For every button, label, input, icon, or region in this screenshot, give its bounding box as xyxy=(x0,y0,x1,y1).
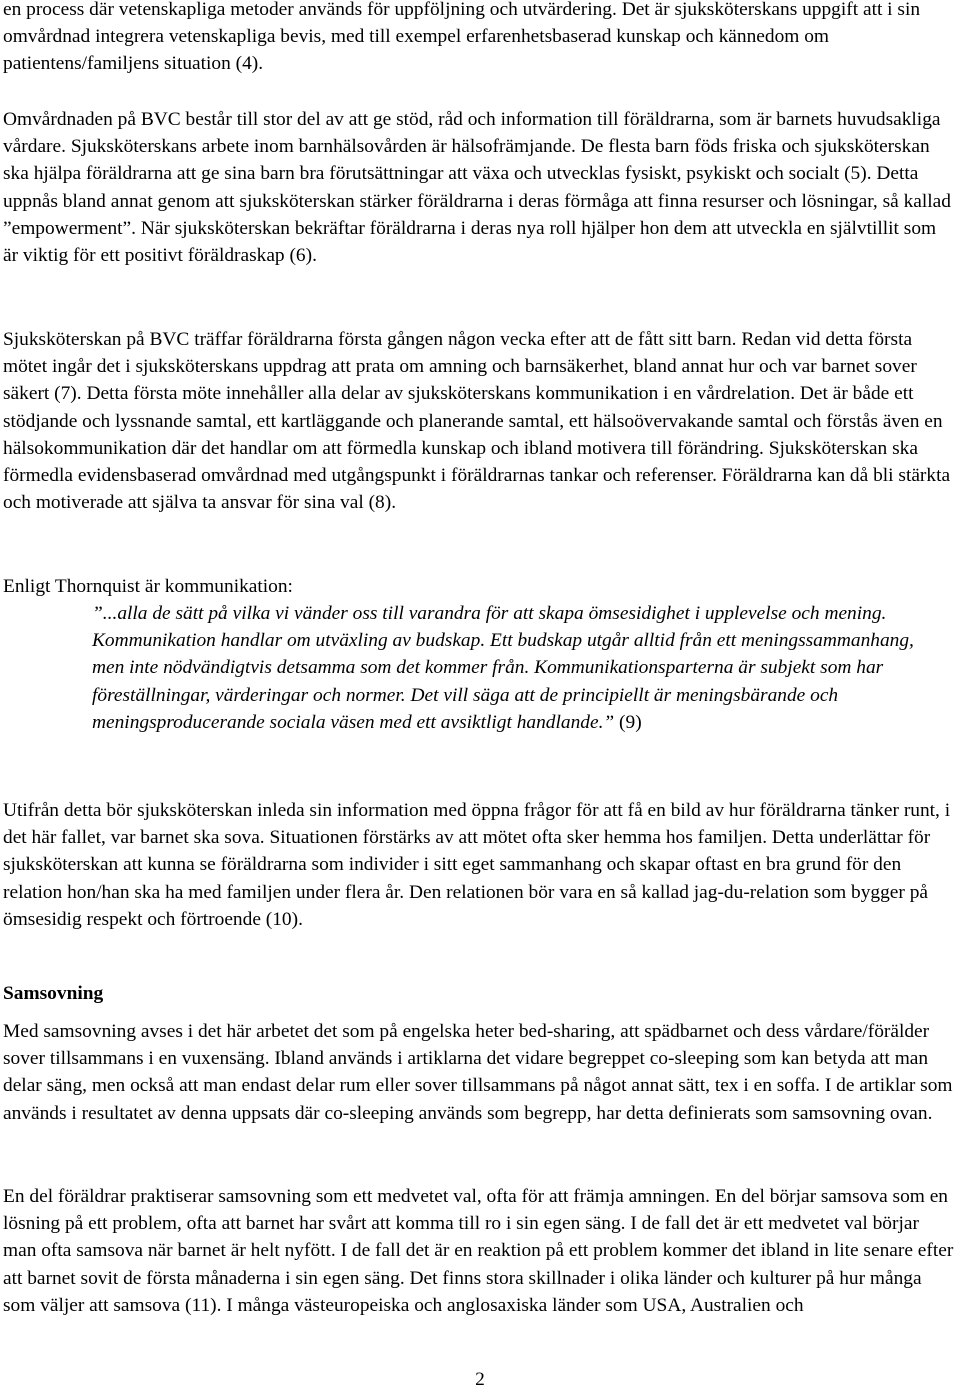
paragraph-samsovning-definition: Med samsovning avses i det här arbetet det som på engelska heter bed-sharing, att spädbarnet och dess vårdare/förälder sover tillsammans i en vuxensäng. Ibland används i artiklarna det vidare begreppet co-sleeping som kan betyda att man delar säng, men också att man endast delar rum eller sover tillsammans på något annat sätt, tex i en soffa. I de artiklar som används i resultatet av denna uppsats där co-sleeping används som begrepp, har detta definierats som samsovning ovan. xyxy=(3,1021,953,1124)
paragraph-bvc-nursing: Omvårdnaden på BVC består till stor del av att ge stöd, råd och information till föräldrarna, som är barnets huvudsakliga vårdare. Sjuksköterskans arbete inom barnhälsovården är hälsofrämjande. De flesta barn föds friska och sjuksköterskan ska hjälpa föräldrarna att ge sina barn bra förutsättningar att växa och utvecklas fysiskt, psykiskt och socialt (5). Detta uppnås bland annat genom att sjuksköterskan stärker föräldrarna i deras förmåga att finna resurser och lösningar, så kallad ”empowerment”. När sjuksköterskan bekräftar föräldrarna i deras nya roll hjälper hon dem att utveckla en självtillit som är viktig för ett positivt föräldraskap (6). xyxy=(3,109,951,267)
page-number: 2 xyxy=(475,1369,485,1390)
paragraph-open-questions: Utifrån detta bör sjuksköterskan inleda sin information med öppna frågor för att få en bild av hur föräldrarna tänker runt, i det här fallet, var barnet ska sova. Situationen förstärks av att mötet ofta sker hemma hos familjen. Detta underlättar för sjuksköterskan att kunna se föräldrarna som individer i sitt eget sammanhang och skapar oftast en bra grund för den relation hon/han ska ha med familjen under flera år. Den relationen bör vara en så kallad jag-du-relation som bygger på ömsesidig respekt och förtroende (10). xyxy=(3,800,951,930)
paragraph-thornquist-intro: Enligt Thornquist är kommunikation: xyxy=(3,576,293,597)
quote-text: ”...alla de sätt på vilka vi vänder oss till varandra för att skapa ömsesidighet i upplevelse och mening. Kommunikation handlar om utväxling av budskap. Ett budskap utgår alltid från ett meningssammanhang, men inte nödvändigtvis detsamma som det kommer från. Kommunikationsparterna är subjekt som har föreställningar, värderingar och normer. Det vill säga att de principiellt är meningsbärande och meningsproducerande sociala väsen med ett avsiktligt handlande.” xyxy=(92,603,914,733)
quote-citation: (9) xyxy=(614,711,642,733)
section-heading: Samsovning xyxy=(3,983,104,1004)
paragraph-samsovning-practice: En del föräldrar praktiserar samsovning som ett medvetet val, ofta för att främja amningen. En del börjar samsova som en lösning på ett problem, ofta att barnet har svårt att komma till ro i sin egen säng. I de fall det är ett medvetet val börjar man ofta samsova när barnet är helt nyfött. I de fall det är en reaktion på ett problem kommer det ibland in lite senare efter att barnet sovit de första månaderna i sin egen säng. Det finns stora skillnader i olika länder och kulturer på hur många som väljer att samsova (11). I många västeuropeiska och anglosaxiska länder som USA, Australien och xyxy=(3,1186,954,1316)
block-quote xyxy=(92,600,920,736)
paragraph-first-meeting: Sjuksköterskan på BVC träffar föräldrarna första gången någon vecka efter att de fått sitt barn. Redan vid detta första mötet ingår det i sjuksköterskans uppdrag att prata om amning och barnsäkerhet, bland annat hur och var barnet sover säkert (7). Detta första möte innehåller alla delar av sjuksköterskans kommunikation i en vårdrelation. Det är både ett stödjande och lyssnande samtal, ett kartläggande och planerande samtal, ett hälsoövervakande samtal och förstås även en hälsokommunikation där det handlar om att förmedla kunskap och ibland motivera till förändring. Sjuksköterskan ska förmedla evidensbaserad omvårdnad med utgångspunkt i föräldrarnas tankar och referenser. Föräldrarna kan då bli stärkta och motiverade att själva ta ansvar för sina val (8). xyxy=(3,329,951,514)
paragraph-evidence-based-care: en process där vetenskapliga metoder används för uppföljning och utvärdering. Det är sjuksköterskans uppgift att i sin omvårdnad integrera vetenskapliga bevis, med till exempel erfarenhetsbaserad kunskap och kännedom om patientens/familjens situation (4). xyxy=(3,0,921,75)
